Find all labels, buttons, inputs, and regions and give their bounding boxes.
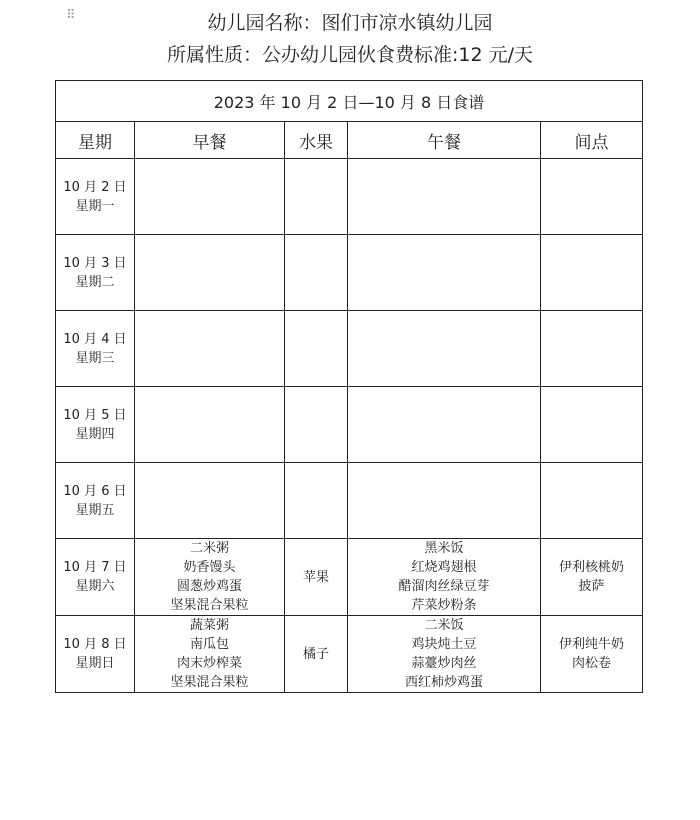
breakfast-cell xyxy=(135,463,285,539)
weekday-cell xyxy=(56,616,135,693)
lunch-cell xyxy=(348,387,541,463)
breakfast-item: 奶香馒头 xyxy=(183,560,236,575)
table-row xyxy=(56,387,643,463)
weekday-text: 星期三 xyxy=(75,350,115,366)
lunch-item: 红烧鸡翅根 xyxy=(411,560,477,575)
weekday-cell xyxy=(56,311,135,387)
fruit-cell xyxy=(285,463,348,539)
table-row xyxy=(56,159,643,235)
weekly-menu-table xyxy=(55,80,643,693)
lunch-item: 黑米饭 xyxy=(424,541,464,556)
nature-and-fee-standard: 所属性质：公办幼儿园伙食费标准:12 元/天 xyxy=(166,44,534,66)
breakfast-cell xyxy=(135,387,285,463)
date-text: 10 月 7 日 xyxy=(63,560,127,575)
breakfast-cell xyxy=(135,235,285,311)
weekday-cell xyxy=(56,463,135,539)
breakfast-item: 南瓜包 xyxy=(189,637,229,652)
weekday-text: 星期六 xyxy=(75,579,115,594)
breakfast-item: 二米粥 xyxy=(189,541,229,556)
table-row xyxy=(56,463,643,539)
menu-caption: 2023 年 10 月 2 日—10 月 8 日食谱 xyxy=(56,81,643,122)
date-text: 10 月 8 日 xyxy=(63,637,127,652)
date-text: 10 月 6 日 xyxy=(63,483,127,499)
weekday-cell xyxy=(56,539,135,616)
breakfast-cell xyxy=(135,159,285,235)
lunch-item: 鸡块炖土豆 xyxy=(411,637,477,652)
weekday-text: 星期五 xyxy=(75,502,115,518)
snack-item: 伊利核桃奶 xyxy=(559,560,625,575)
weekday-text: 星期一 xyxy=(75,198,115,214)
snack-cell xyxy=(541,539,643,616)
lunch-cell xyxy=(348,539,541,616)
drag-handle-icon[interactable]: ⠿ xyxy=(66,8,77,23)
lunch-cell xyxy=(348,463,541,539)
column-header-snack: 间点 xyxy=(541,122,643,159)
snack-item: 披萨 xyxy=(578,579,605,594)
weekday-text: 星期日 xyxy=(75,656,115,671)
snack-cell xyxy=(541,387,643,463)
lunch-item: 蒜薹炒肉丝 xyxy=(411,656,477,671)
date-text: 10 月 2 日 xyxy=(63,179,127,195)
snack-cell xyxy=(541,463,643,539)
snack-cell xyxy=(541,159,643,235)
date-text: 10 月 3 日 xyxy=(63,255,127,271)
snack-item: 伊利纯牛奶 xyxy=(559,637,625,652)
fruit-cell xyxy=(285,159,348,235)
table-row xyxy=(56,235,643,311)
date-text: 10 月 5 日 xyxy=(63,407,127,423)
snack-item: 肉松卷 xyxy=(572,656,612,671)
snack-cell xyxy=(541,311,643,387)
breakfast-cell xyxy=(135,539,285,616)
fruit-cell xyxy=(285,616,348,693)
breakfast-item: 圆葱炒鸡蛋 xyxy=(176,579,242,594)
fruit-item: 橘子 xyxy=(302,646,329,662)
weekday-text: 星期四 xyxy=(75,426,115,442)
fruit-cell xyxy=(285,539,348,616)
fruit-cell xyxy=(285,387,348,463)
lunch-item: 西红柿炒鸡蛋 xyxy=(404,675,483,690)
column-header-lunch: 午餐 xyxy=(348,122,541,159)
fruit-item: 苹果 xyxy=(302,569,329,585)
column-header-weekday: 星期 xyxy=(56,122,135,159)
lunch-cell xyxy=(348,159,541,235)
lunch-cell xyxy=(348,616,541,693)
lunch-cell xyxy=(348,235,541,311)
lunch-item: 芹菜炒粉条 xyxy=(411,598,477,613)
snack-cell xyxy=(541,235,643,311)
lunch-item: 醋溜肉丝绿豆芽 xyxy=(398,579,490,594)
column-header-breakfast: 早餐 xyxy=(135,122,285,159)
breakfast-item: 坚果混合果粒 xyxy=(170,598,249,613)
table-row xyxy=(56,539,643,616)
breakfast-item: 蔬菜粥 xyxy=(189,618,229,633)
breakfast-cell xyxy=(135,616,285,693)
weekday-cell xyxy=(56,235,135,311)
weekday-cell xyxy=(56,387,135,463)
breakfast-item: 肉末炒榨菜 xyxy=(176,656,242,671)
column-header-fruit: 水果 xyxy=(285,122,348,159)
weekday-cell xyxy=(56,159,135,235)
lunch-cell xyxy=(348,311,541,387)
table-row xyxy=(56,616,643,693)
date-text: 10 月 4 日 xyxy=(63,331,127,347)
breakfast-item: 坚果混合果粒 xyxy=(170,675,249,690)
fruit-cell xyxy=(285,235,348,311)
lunch-item: 二米饭 xyxy=(424,618,464,633)
weekday-text: 星期二 xyxy=(75,274,115,290)
breakfast-cell xyxy=(135,311,285,387)
snack-cell xyxy=(541,616,643,693)
fruit-cell xyxy=(285,311,348,387)
table-row xyxy=(56,311,643,387)
kindergarten-name: 幼儿园名称：图们市凉水镇幼儿园 xyxy=(207,12,493,34)
